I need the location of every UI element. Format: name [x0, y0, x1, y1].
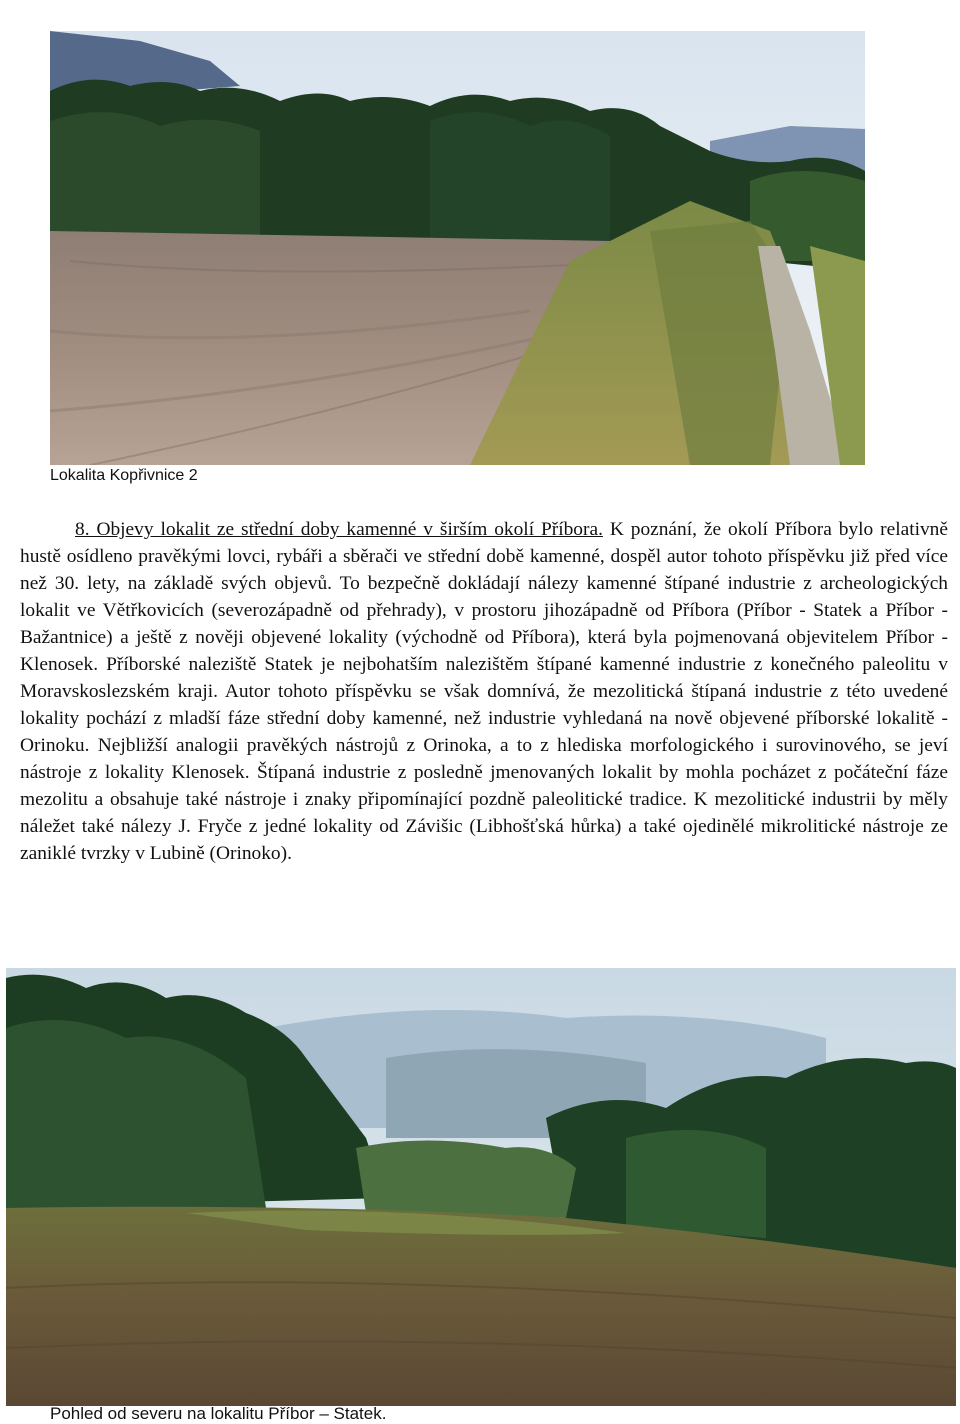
- photo-kroprivnice-field: [50, 31, 865, 465]
- forest-field-image: [6, 968, 956, 1406]
- photo-pribor-statek: [6, 968, 956, 1406]
- photo-caption-bottom: Pohled od severu na lokalitu Příbor – Statek.: [50, 1404, 387, 1423]
- section-body: K poznání, že okolí Příbora bylo relativně hustě osídleno pravěkými lovci, rybáři a sběrači ve střední době kamenné, dospěl autor tohoto příspěvku již před více než 30. lety, na základě svých objevů. To bezpečně dokládají nálezy kamenné štípané industrie z archeologických lokalit ve Větřkovicích (severozápadně od přehrady), v prostoru jihozápadně od Příbora (Příbor - Statek a Příbor - Bažantnice) a ještě z nověji objevené lokality (východně od Příbora), která byla pojmenovaná objevitelem Příbor - Klenosek. Příborské naleziště Statek je nejbohatším nalezištěm štípané kamenné industrie z konečného paleolitu v Moravskoslezském kraji. Autor tohoto příspěvku se však domnívá, že mezolitická štípaná industrie z této uvedené lokality pochází z mladší fáze střední doby kamenné, než industrie vyhledaná na nově objevené příborské lokalitě - Orinoku. Nejbližší analogii pravěkých nástrojů z Orinoka, a to z hlediska morfologického i surovinového, se jeví nástroje z lokality Klenosek. Štípaná industrie z posledně jmenovaných lokalit by mohla pocházet z počáteční fáze mezolitu a obsahuje také nástroje i znaky připomínající pozdně paleolitické tradice. K mezolitické industrii by měly náležet také nálezy J. Fryče z jedné lokality od Závišic (Libhošťská hůrka) a také ojedinělé mikrolitické nástroje ze zaniklé tvrzky v Lubině (Orinoko).: [20, 519, 948, 864]
- article-paragraph: [20, 516, 948, 867]
- photo-caption-top: Lokalita Kopřivnice 2: [50, 467, 198, 484]
- article-text: [20, 516, 948, 867]
- field-landscape-image: [50, 31, 865, 465]
- section-heading: 8. Objevy lokalit ze střední doby kamenné v širším okolí Příbora.: [75, 519, 603, 540]
